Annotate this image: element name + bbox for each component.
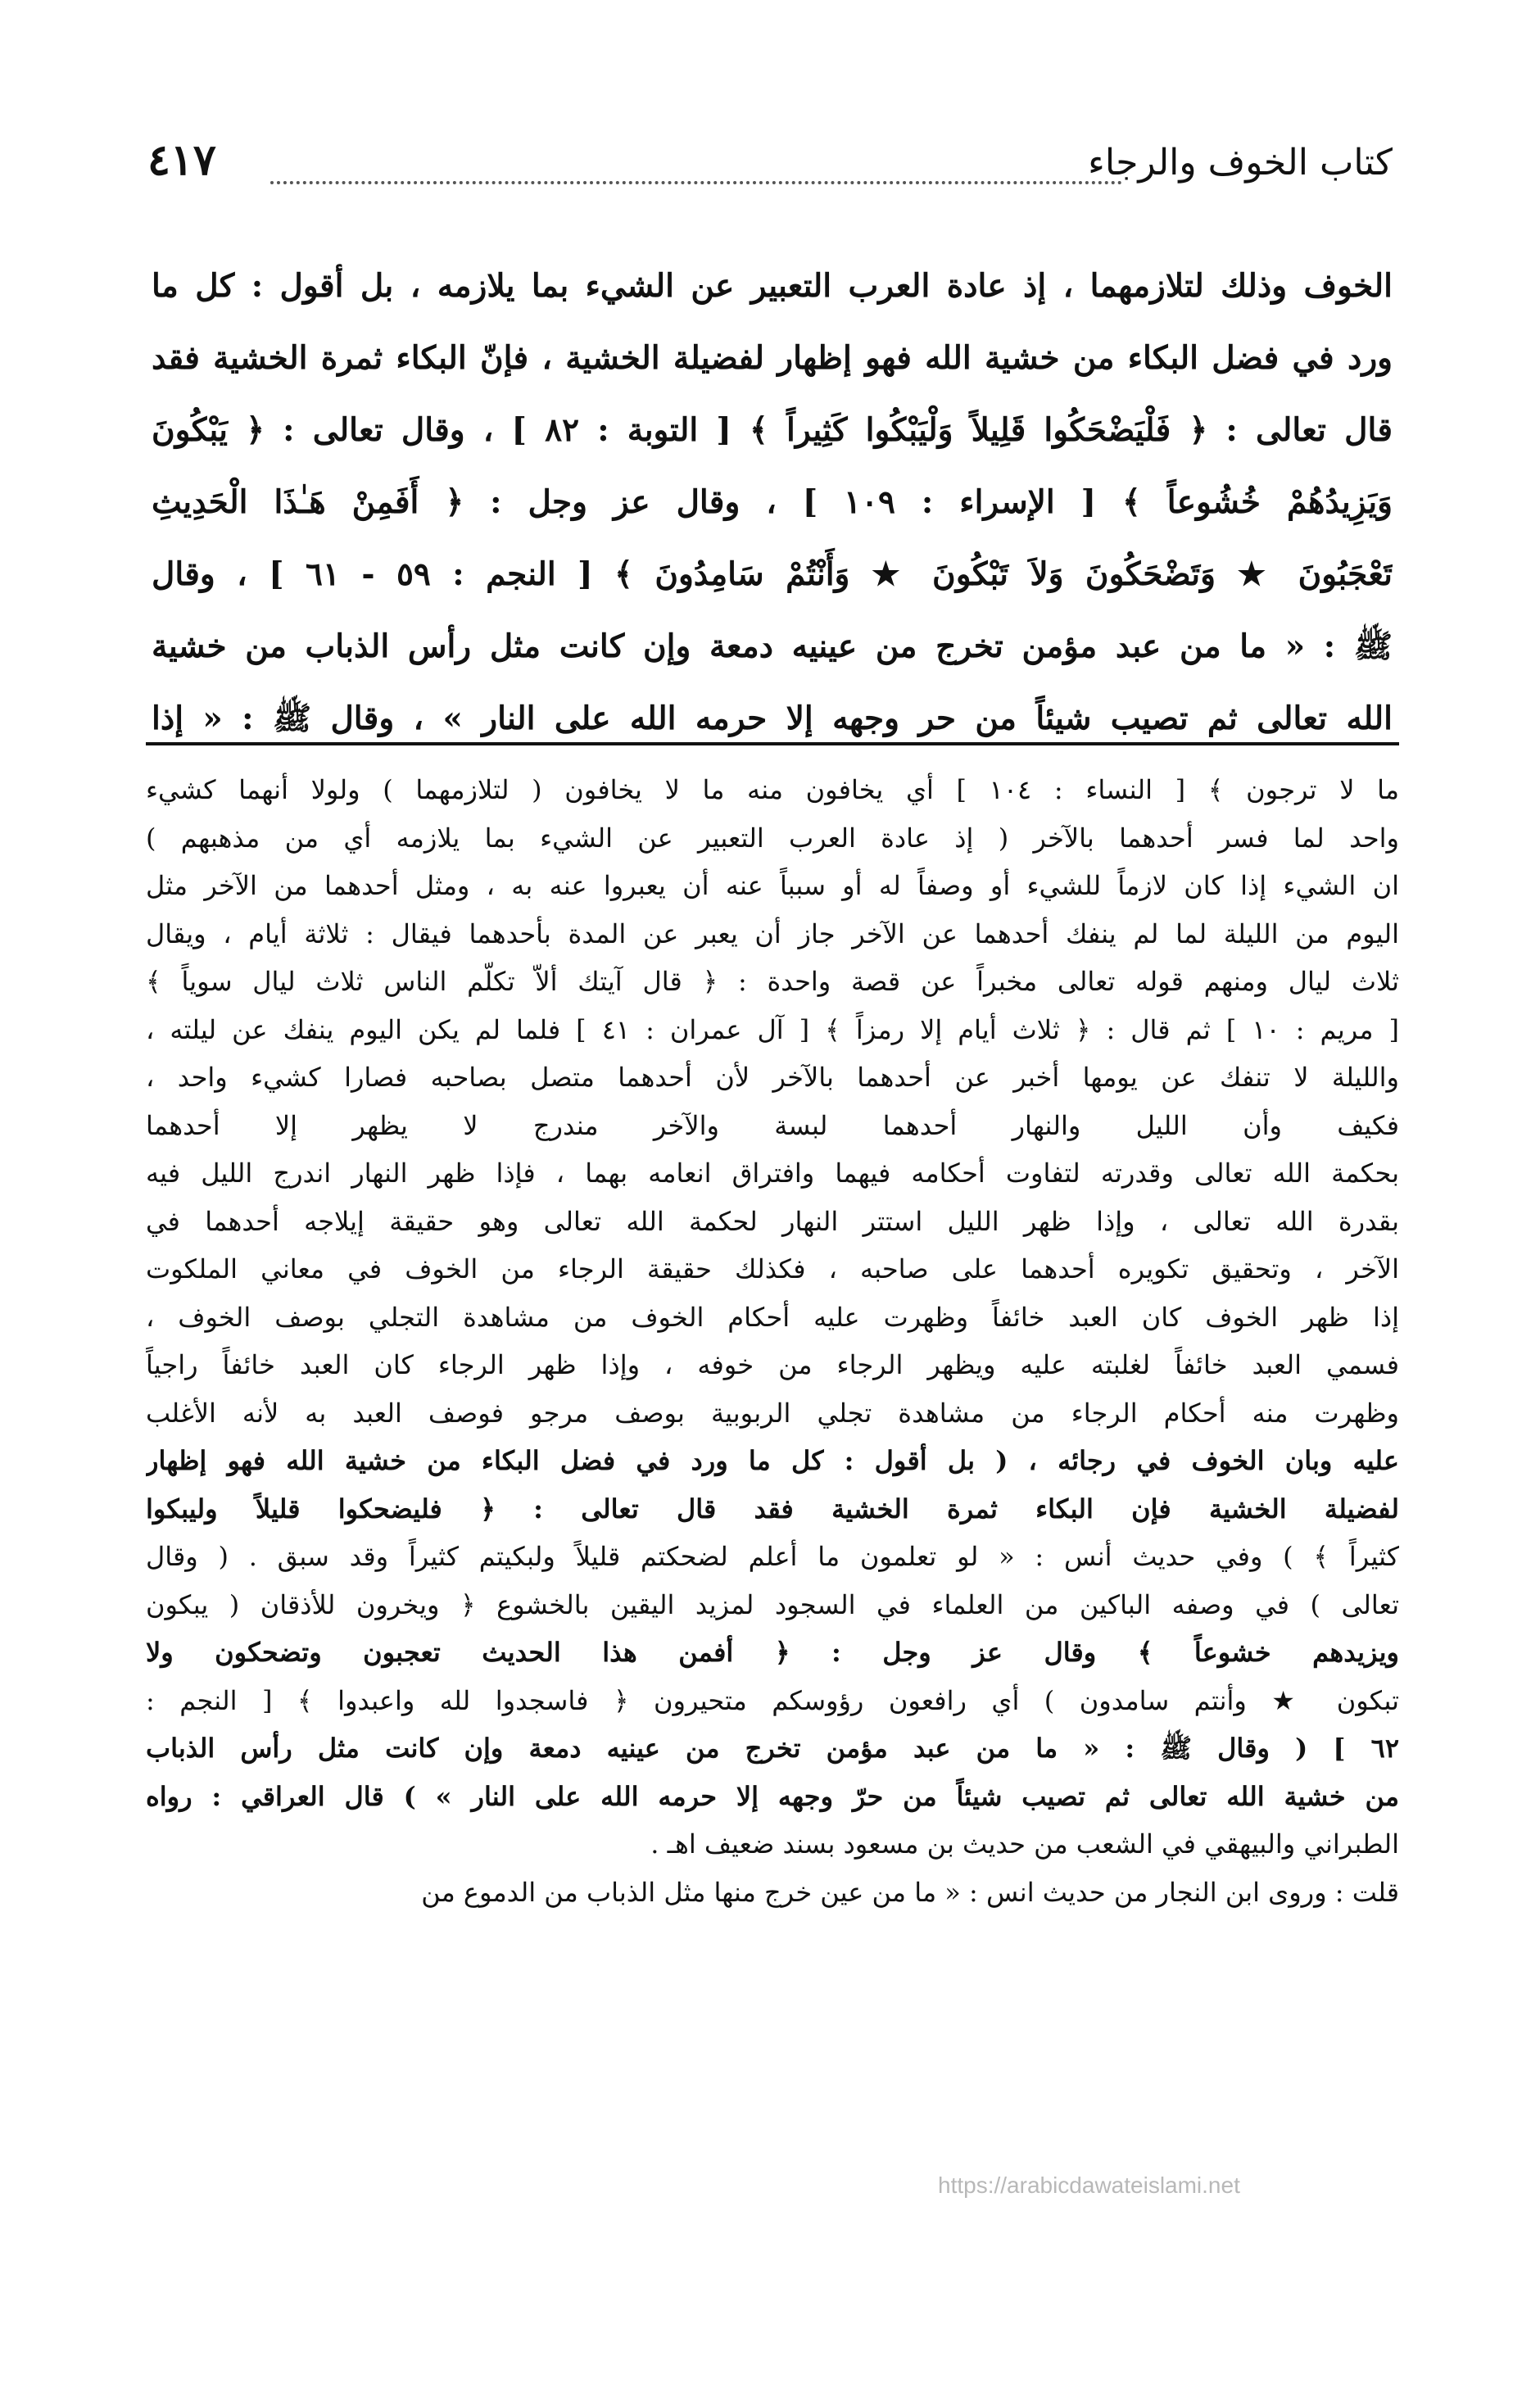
commentary-line: فسمي العبد خائفاً لغلبته عليه ويظهر الرجاء من خوفه ، وإذا ظهر الرجاء كان العبد خائفاً راجياً — [146, 1349, 1399, 1380]
main-line: الخوف وذلك لتلازمهما ، إذ عادة العرب التعبير عن الشيء بما يلازمه ، بل أقول : كل ما — [152, 267, 1393, 305]
page-number: ٤١٧ — [147, 135, 216, 185]
section-divider — [146, 742, 1399, 745]
main-line: وَيَزِيدُهُمْ خُشُوعاً ﴾ [ الإسراء : ١٠٩ ] ، وقال عز وجل : ﴿ أَفَمِنْ هَـٰذَا الْحَدِيثِ — [152, 483, 1393, 521]
commentary-line: واحد لما فسر أحدهما بالآخر ( إذ عادة العرب التعبير عن الشيء بما يلازمه أي من مذهبهم ) — [146, 822, 1399, 854]
watermark-url: https://arabicdawateislami.net — [938, 2172, 1240, 2198]
main-text — [152, 250, 1393, 754]
commentary-line: وظهرت منه أحكام الرجاء من مشاهدة تجلي الربوبية بوصف مرجو فوصف العبد به لأنه الأغلب — [146, 1397, 1399, 1429]
commentary-line: ويزيدهم خشوعاً ﴾ وقال عز وجل : ﴿ أفمن هذا الحديث تعجبون وتضحكون ولا — [146, 1637, 1399, 1668]
commentary-line: بحكمة الله تعالى وقدرته لتفاوت أحكامه فيهما وافتراق انعامه بهما ، فإذا ظهر النهار اندرج الليل فيه — [146, 1158, 1399, 1189]
page-header — [147, 135, 1393, 201]
main-line: الله تعالى ثم تصيب شيئاً من حر وجهه إلا حرمه الله على النار » ، وقال ﷺ : « إذا — [152, 700, 1393, 737]
commentary-line: قلت : وروى ابن النجار من حديث انس : « ما من عين خرج منها مثل الذباب من الدموع من — [421, 1876, 1399, 1908]
commentary-line: عليه وبان الخوف في رجائه ، ( بل أقول : كل ما ورد في فضل البكاء من خشية الله فهو إظهار — [146, 1445, 1399, 1476]
commentary-line: اليوم من الليلة لما لم ينفك أحدهما عن الآخر جاز أن يعبر عن المدة بأحدهما فيقال : ثلاثة أيام ، ويقال — [146, 917, 1399, 949]
commentary-line: من خشية الله تعالى ثم تصيب شيئاً من حرّ وجهه إلا حرمه الله على النار » ) قال العراقي : رواه — [146, 1780, 1399, 1812]
commentary-line: بقدرة الله تعالى ، وإذا ظهر الليل استتر النهار لحكمة الله تعالى وهو حقيقة إيلاجه أحدهما في — [146, 1205, 1399, 1237]
commentary-line: [ مريم : ١٠ ] ثم قال : ﴿ ثلاث أيام إلا رمزاً ﴾ [ آل عمران : ٤١ ] فلما لم يكن اليوم ينفك عن ليلته ، — [146, 1013, 1399, 1045]
main-line: قال تعالى : ﴿ فَلْيَضْحَكُوا قَلِيلاً وَلْيَبْكُوا كَثِيراً ﴾ [ التوبة : ٨٢ ] ، وقال تعالى : ﴿ يَبْكُونَ — [152, 411, 1393, 449]
header-dotted-leader — [270, 181, 1122, 184]
running-title: كتاب الخوف والرجاء — [1088, 142, 1393, 183]
commentary-line: إذا ظهر الخوف كان العبد خائفاً وظهرت عليه أحكام الخوف من مشاهدة التجلي بوصف الخوف ، — [146, 1301, 1399, 1333]
main-line: تَعْجَبُونَ ★ وَتَضْحَكُونَ وَلاَ تَبْكُونَ ★ وَأَنْتُمْ سَامِدُونَ ﴾ [ النجم : ٥٩ - ٦١ ] ، وقال — [152, 555, 1393, 593]
commentary-line: ان الشيء إذا كان لازماً للشيء أو وصفاً له أو سبباً عنه أن يعبروا عنه به ، ومثل أحدهما من الآخر مثل — [146, 870, 1399, 901]
commentary-text — [146, 766, 1399, 1916]
commentary-line: فكيف وأن الليل والنهار أحدهما لبسة والآخر مندرج لا يظهر إلا أحدهما — [146, 1109, 1399, 1141]
commentary-line: كثيراً ﴾ ) وفي حديث أنس : « لو تعلمون ما أعلم لضحكتم قليلاً ولبكيتم كثيراً وقد سبق . ( وقال — [146, 1541, 1399, 1572]
main-line: ورد في فضل البكاء من خشية الله فهو إظهار لفضيلة الخشية ، فإنّ البكاء ثمرة الخشية فقد — [152, 339, 1393, 377]
commentary-line: ثلاث ليال ومنهم قوله تعالى مخبراً عن قصة واحدة : ﴿ قال آيتك ألاّ تكلّم الناس ثلاث ليال سوياً ﴾ — [146, 966, 1399, 997]
main-line: ﷺ : « ما من عبد مؤمن تخرج من عينيه دمعة وإن كانت مثل رأس الذباب من خشية — [152, 627, 1393, 665]
commentary-line: ما لا ترجون ﴾ [ النساء : ١٠٤ ] أي يخافون منه ما لا يخافون ( لتلازمهما ) ولولا أنهما كشيء — [146, 774, 1399, 805]
commentary-line: تبكون ★ وأنتم سامدون ) أي رافعون رؤوسكم متحيرون ﴿ فاسجدوا لله واعبدوا ﴾ [ النجم : — [146, 1684, 1399, 1716]
commentary-line: تعالى ) في وصفه الباكين من العلماء في السجود لمزيد اليقين بالخشوع ﴿ ويخرون للأذقان ( يبكون — [146, 1588, 1399, 1620]
commentary-line: الطبراني والبيهقي في الشعب من حديث بن مسعود بسند ضعيف اهـ . — [650, 1828, 1399, 1860]
commentary-line: والليلة لا تنفك عن يومها أخبر عن أحدهما بالآخر لأن أحدهما متصل بصاحبه فصارا كشيء واحد ، — [146, 1062, 1399, 1093]
commentary-line: الآخر ، وتحقيق تكويره أحدهما على صاحبه ، فكذلك حقيقة الرجاء من الخوف في معاني الملكوت — [146, 1253, 1399, 1284]
commentary-line: ٦٢ ] ( وقال ﷺ : « ما من عبد مؤمن تخرج من عينيه دمعة وإن كانت مثل رأس الذباب — [146, 1733, 1399, 1764]
commentary-line: لفضيلة الخشية فإن البكاء ثمرة الخشية فقد قال تعالى : ﴿ فليضحكوا قليلاً وليبكوا — [146, 1493, 1399, 1524]
